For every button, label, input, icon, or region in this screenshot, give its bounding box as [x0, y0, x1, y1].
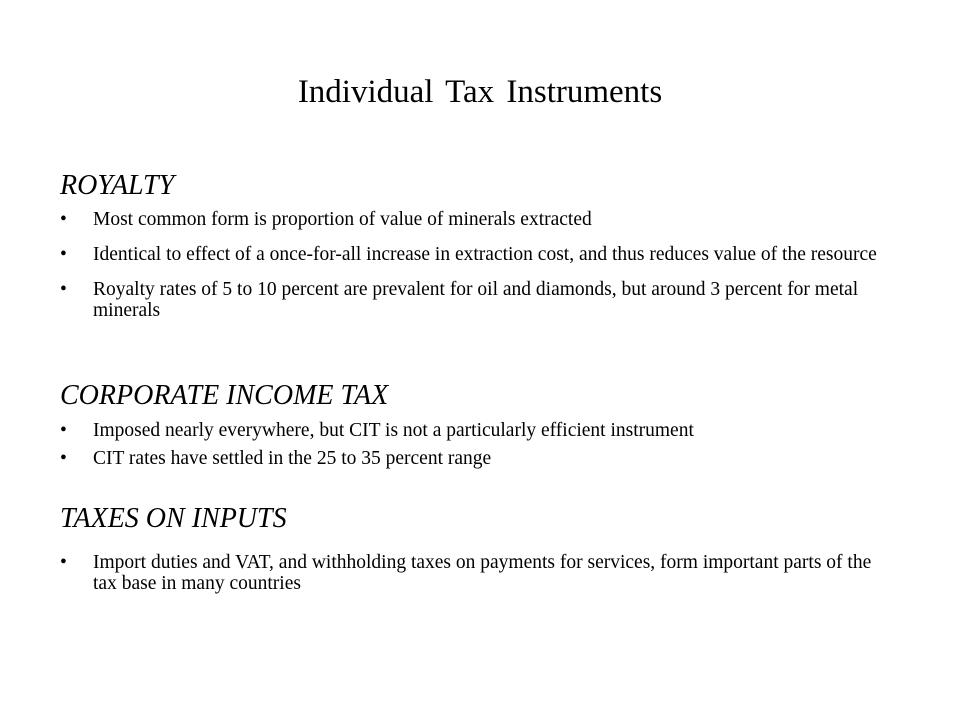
bullet-text: Identical to effect of a once-for-all increase in extraction cost, and thus reduces value of the resource: [93, 244, 877, 265]
bullet-list-taxes-on-inputs: [60, 552, 880, 594]
list-item: [60, 279, 880, 321]
section-heading-royalty: ROYALTY: [60, 170, 175, 201]
bullet-icon: •: [60, 448, 67, 469]
list-item: [60, 420, 880, 441]
list-item: [60, 209, 880, 230]
slide-title: Individual Tax Instruments: [297, 74, 663, 110]
bullet-text: CIT rates have settled in the 25 to 35 percent range: [93, 448, 492, 469]
bullet-text: Royalty rates of 5 to 10 percent are prevalent for oil and diamonds, but around 3 percent for metal minerals: [93, 279, 859, 321]
list-item: [60, 244, 880, 265]
section-heading-corporate-income-tax: CORPORATE INCOME TAX: [60, 380, 389, 411]
bullet-list-corporate-income-tax: [60, 420, 880, 469]
bullet-text: Most common form is proportion of value of minerals extracted: [93, 209, 592, 230]
bullet-icon: •: [60, 244, 67, 265]
bullet-text: Imposed nearly everywhere, but CIT is not a particularly efficient instrument: [93, 420, 694, 441]
bullet-text: Import duties and VAT, and withholding taxes on payments for services, form important parts of the tax base in many countries: [93, 552, 872, 594]
list-item: [60, 552, 880, 594]
bullet-icon: •: [60, 552, 67, 573]
list-item: [60, 448, 880, 469]
bullet-icon: •: [60, 420, 67, 441]
bullet-icon: •: [60, 279, 67, 300]
bullet-icon: •: [60, 209, 67, 230]
bullet-list-royalty: [60, 209, 880, 321]
section-heading-taxes-on-inputs: TAXES ON INPUTS: [60, 503, 287, 534]
